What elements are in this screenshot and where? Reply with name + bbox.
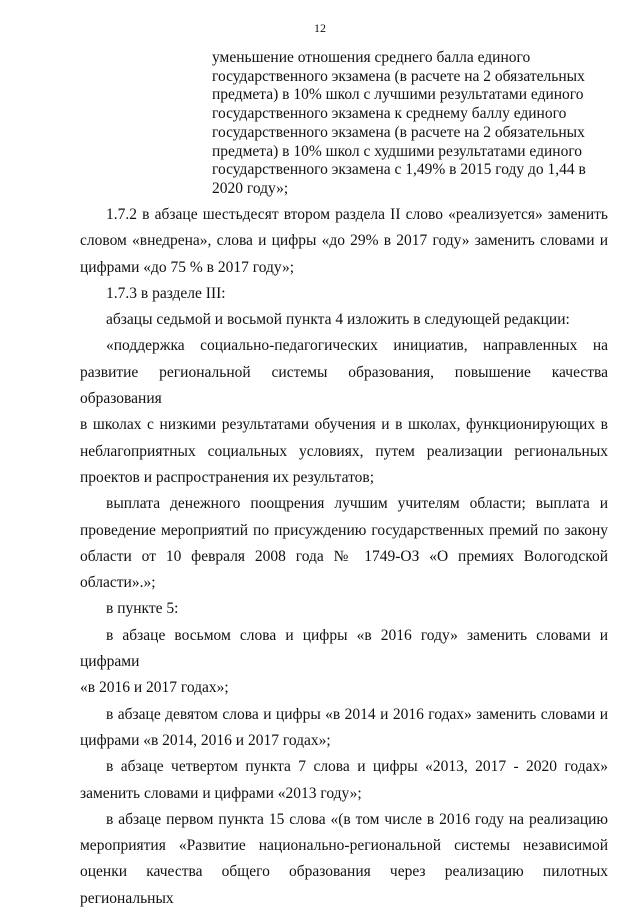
quote-line: государственного экзамена (в расчете на 2 обязательных xyxy=(212,123,585,141)
paragraph-eighth-abzac xyxy=(80,623,608,702)
text-line: мероприятия «Развитие национально-региональной системы независимой xyxy=(80,837,608,855)
quoted-target-indicator xyxy=(212,49,592,199)
text-line: в абзаце первом пункта 15 слова «(в том числе в 2016 году на реализацию xyxy=(106,810,608,828)
paragraph-section-5 xyxy=(80,596,608,622)
paragraph-section-4 xyxy=(80,307,608,333)
text-line: заменить словами и цифрами «2013 году»; xyxy=(80,784,362,802)
text-line: словом «внедрена», слова и цифры «до 29% в 2017 году» заменить словами и xyxy=(80,232,608,250)
quote-line: предмета) в 10% школ с худшими результатами единого xyxy=(212,142,583,160)
text-line: в абзаце девятом слова и цифры «в 2014 и 2016 годах» заменить словами и xyxy=(106,705,608,723)
text-line: области».»; xyxy=(80,574,156,592)
quote-line: государственного экзамена к среднему баллу единого xyxy=(212,105,567,123)
paragraph-1-7-3 xyxy=(80,281,608,307)
quote-line: предмета) в 10% школ с лучшими результатами единого xyxy=(212,86,584,104)
document-body xyxy=(80,202,608,912)
text-line: абзацы седьмой и восьмой пункта 4 изложить в следующей редакции: xyxy=(106,311,570,329)
text-line: неблагоприятных социальных условиях, путем реализации региональных xyxy=(80,442,608,460)
quote-line: 2020 году»; xyxy=(212,179,289,197)
text-line: выплата денежного поощрения лучшим учителям области; выплата и xyxy=(106,495,608,513)
paragraph-support-initiatives xyxy=(80,333,608,491)
quote-line: государственного экзамена с 1,49% в 2015 году до 1,44 в xyxy=(212,161,586,179)
paragraph-section-7 xyxy=(80,754,608,807)
text-line: области от 10 февраля 2008 года № 1749-ОЗ «О премиях Вологодской xyxy=(80,547,608,565)
text-line: «поддержка социально-педагогических инициатив, направленных на xyxy=(106,337,608,355)
text-line: проведение мероприятий по присуждению государственных премий по закону xyxy=(80,521,608,539)
text-line: 1.7.3 в разделе III: xyxy=(106,284,226,302)
text-line: цифрами «до 75 % в 2017 году»; xyxy=(80,258,295,276)
quote-line: уменьшение отношения среднего балла единого xyxy=(212,49,531,66)
paragraph-teacher-awards xyxy=(80,491,608,596)
paragraph-1-7-2 xyxy=(80,202,608,281)
text-line: в пункте 5: xyxy=(106,600,179,618)
text-line: в абзаце четвертом пункта 7 слова и цифры «2013, 2017 - 2020 годах» xyxy=(106,758,608,776)
text-line: развитие региональной системы образования, повышение качества образования xyxy=(80,363,608,408)
text-line: 1.7.2 в абзаце шестьдесят втором раздела II слово «реализуется» заменить xyxy=(106,206,608,223)
text-line: в абзаце восьмом слова и цифры «в 2016 году» заменить словами и цифрами xyxy=(80,626,608,671)
quote-line: государственного экзамена (в расчете на 2 обязательных xyxy=(212,67,585,85)
text-line: проектов и распространения их результатов; xyxy=(80,468,375,486)
paragraph-ninth-abzac xyxy=(80,702,608,755)
text-line: оценки качества общего образования через реализацию пилотных региональных xyxy=(80,863,608,907)
text-line: цифрами «в 2014, 2016 и 2017 годах»; xyxy=(80,731,331,749)
page-number: 12 xyxy=(314,21,326,35)
text-line: в школах с низкими результатами обучения и в школах, функционирующих в xyxy=(80,416,608,434)
paragraph-section-15 xyxy=(80,807,608,912)
text-line: «в 2016 и 2017 годах»; xyxy=(80,679,229,697)
